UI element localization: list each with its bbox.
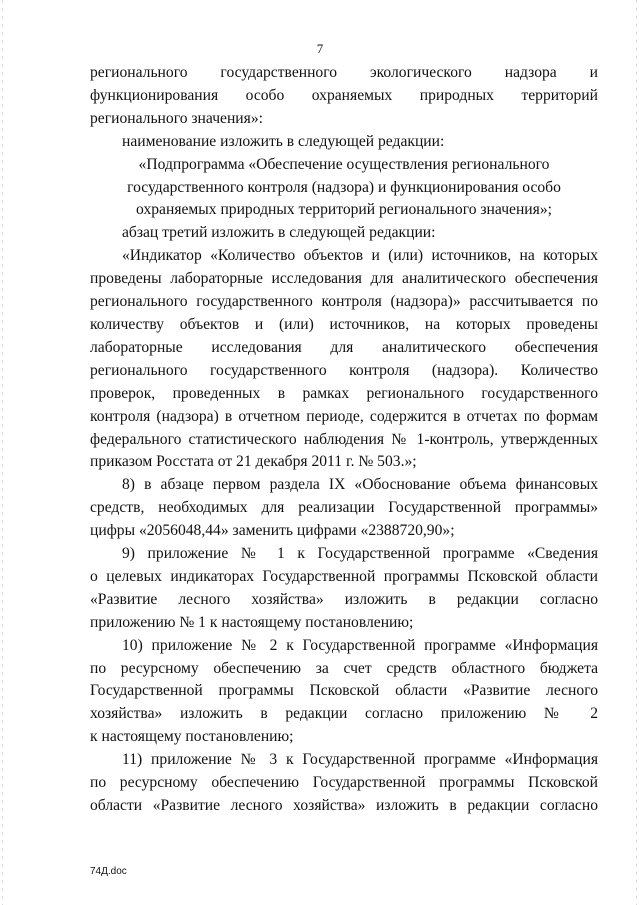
- text-line: абзац третий изложить в следующей редакции:: [122, 224, 436, 242]
- footer-filename: 74Д.doc: [90, 866, 127, 877]
- text-line: 10) приложение № 2 к Государственной программе «Информация: [122, 636, 598, 654]
- text-line: о целевых индикаторах Государственной программы Псковской области: [90, 567, 598, 585]
- paragraph: [90, 474, 598, 543]
- document-body: [90, 62, 598, 818]
- text-line: наименование изложить в следующей редакции:: [122, 132, 445, 150]
- text-line: по ресурсному обеспечению за счет средств областного бюджета: [90, 659, 598, 677]
- text-line: проведены лабораторные исследования для аналитического обеспечения: [90, 270, 598, 288]
- text-line: «Развитие лесного хозяйства» изложить в редакции согласно: [90, 590, 598, 608]
- text-line: области «Развитие лесного хозяйства» изложить в редакции согласно: [90, 797, 598, 814]
- text-line: контроля (надзора) в отчетном периоде, содержится в отчетах по формам: [90, 407, 598, 425]
- text-line: регионального государственного контроля (надзора)» рассчитывается по: [90, 293, 598, 311]
- scan-edge-right: [636, 0, 637, 905]
- page-number: 7: [316, 41, 324, 56]
- text-line: регионального значения»:: [90, 109, 263, 127]
- paragraph: [90, 62, 598, 131]
- text-line: 8) в абзаце первом раздела IX «Обоснование объема финансовых: [122, 476, 598, 494]
- paragraph: [90, 154, 598, 223]
- text-line: приказом Росстата от 21 декабря 2011 г. № 503.»;: [90, 453, 417, 471]
- paragraph: [90, 635, 598, 750]
- paragraph: [90, 222, 598, 245]
- text-line: охраняемых природных территорий регионального значения»;: [136, 201, 552, 219]
- text-line: регионального государственного контроля (надзора). Количество: [90, 361, 598, 379]
- text-line: «Индикатор «Количество объектов и (или) источников, на которых: [122, 247, 598, 265]
- paragraph: [90, 131, 598, 154]
- text-line: хозяйства» изложить в редакции согласно приложению № 2: [90, 705, 598, 723]
- text-line: к настоящему постановлению;: [90, 728, 294, 746]
- text-line: функционирования особо охраняемых природных территорий: [90, 86, 598, 104]
- text-line: цифры «2056048,44» заменить цифрами «2388720,90»;: [90, 522, 455, 540]
- text-line: «Подпрограмма «Обеспечение осуществления регионального: [138, 155, 550, 173]
- text-line: Государственной программы Псковской области «Развитие лесного: [90, 682, 598, 700]
- text-line: количеству объектов и (или) источников, на которых проведены: [90, 315, 598, 333]
- paragraph: [90, 245, 598, 474]
- scan-edge-left: [2, 0, 3, 905]
- text-line: федерального статистического наблюдения № 1-контроль, утвержденных: [90, 430, 598, 448]
- text-line: регионального государственного экологического надзора и: [90, 64, 598, 81]
- text-line: средств, необходимых для реализации Государственной программы»: [90, 499, 598, 517]
- text-line: приложению № 1 к настоящему постановлению;: [90, 613, 414, 631]
- paragraph: [90, 749, 598, 818]
- text-line: по ресурсному обеспечению Государственной программы Псковской: [90, 774, 598, 792]
- text-line: 11) приложение № 3 к Государственной программе «Информация: [122, 751, 598, 769]
- text-line: 9) приложение № 1 к Государственной программе «Сведения: [122, 545, 598, 563]
- paragraph: [90, 543, 598, 635]
- text-line: лабораторные исследования для аналитического обеспечения: [90, 338, 598, 356]
- text-line: государственного контроля (надзора) и функционирования особо: [127, 178, 561, 196]
- text-line: проверок, проведенных в рамках регионального государственного: [90, 384, 598, 402]
